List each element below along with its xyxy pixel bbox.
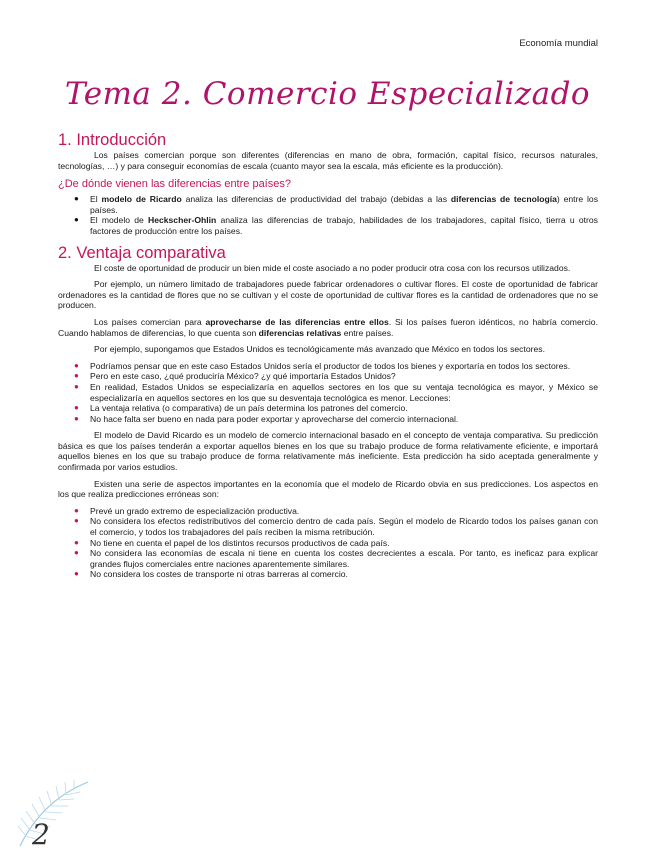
bullet-icon: ● xyxy=(74,505,79,515)
running-header: Economía mundial xyxy=(519,38,598,49)
page-number: 2 xyxy=(32,818,50,851)
bullet-icon: ● xyxy=(74,537,79,547)
section-heading-introduccion: 1. Introducción xyxy=(58,131,167,149)
feather-icon xyxy=(14,778,94,848)
bullet-list xyxy=(58,506,598,580)
bullet-icon: ● xyxy=(74,516,79,526)
paragraph: Por ejemplo, supongamos que Estados Unidos es tecnológicamente más avanzado que México en todos los sectores. xyxy=(94,344,545,355)
bullet-list xyxy=(58,361,598,425)
bullet-icon: ● xyxy=(74,569,79,579)
bullet-icon: ● xyxy=(74,215,79,225)
document-body xyxy=(58,130,598,586)
list-item: ● No hace falta ser bueno en nada para poder exportar y aprovecharse del comercio internacional. xyxy=(74,413,459,424)
paragraph: Los países comercian para aprovecharse de las diferencias entre ellos. Si los países fueron idénticos, no habría comercio. Cuando hablamos de diferencias, lo que cuenta son diferencias relativas entre países. xyxy=(58,316,598,338)
paragraph: Existen una serie de aspectos importantes en la economía que el modelo de Ricardo obvia en sus predicciones. Los aspectos en los que realiza predicciones erróneas son: xyxy=(58,478,598,500)
paragraph: El modelo de David Ricardo es un modelo de comercio internacional basado en el concepto de ventaja comparativa. Su predicción básica es que los países tenderán a exportar aquellos bienes en los que su trabajo produce de forma relativamente eficiente, e importará aquellos bienes en los que su trabajo produce de forma relativamente más ineficiente. Esta predicción ha sido aceptada generalmente y confirmada por varios estudios. xyxy=(58,430,598,473)
list-item: ● El modelo de Ricardo analiza las diferencias de productividad del trabajo (debidas a las diferencias de tecnología) entre los países. xyxy=(74,194,598,215)
list-item: ● No considera los costes de transporte ni otras barreras al comercio. xyxy=(74,569,348,580)
list-item: ● No considera los efectos redistributivos del comercio dentro de cada país. Según el modelo de Ricardo todos los países ganan con el comercio, y todos los trabajadores del país reciben la misma retribución. xyxy=(74,516,598,538)
list-item: ● No considera las economías de escala ni tiene en cuenta los costes decrecientes a escala. Por tanto, es ineficaz para explicar grandes flujos comerciales entre naciones aparentemente similares. xyxy=(74,548,598,569)
paragraph: El coste de oportunidad de producir un bien mide el coste asociado a no poder producir otra cosa con los recursos utilizados. xyxy=(94,262,571,273)
list-item: ● Podríamos pensar que en este caso Estados Unidos sería el productor de todos los bienes y exportaría en todos los sectores. xyxy=(74,360,571,371)
list-item: ● El modelo de Heckscher-Ohlin analiza las diferencias de trabajo, habilidades de los trabajadores, capital físico, tierra u otros factores de producción entre los países. xyxy=(74,215,598,236)
list-item: ● En realidad, Estados Unidos se especializaría en aquellos sectores en los que su ventaja tecnológica es mayor, y México se especializaría en aquellos sectores en los que su desventaja tecnológica es menor. Lecciones: xyxy=(74,381,598,403)
section-heading-ventaja-comparativa: 2. Ventaja comparativa xyxy=(58,243,226,262)
paragraph: Por ejemplo, un número limitado de trabajadores puede fabricar ordenadores o cultivar flores. El coste de oportunidad de fabricar ordenadores es la cantidad de flores que no se cultivan y el coste de oportunidad de cultivar flores es la cantidad de ordenadores que no se producen. xyxy=(58,279,598,311)
bullet-icon: ● xyxy=(74,381,79,391)
bullet-list xyxy=(58,194,598,236)
list-item: ● Pero en este caso, ¿qué produciría México? ¿y qué importaría Estados Unidos? xyxy=(74,371,396,382)
bullet-icon: ● xyxy=(74,194,79,204)
bullet-icon: ● xyxy=(74,360,79,370)
list-item: ● No tiene en cuenta el papel de los distintos recursos productivos de cada país. xyxy=(74,537,390,548)
page-title: Tema 2. Comercio Especializado xyxy=(64,76,591,112)
bullet-icon: ● xyxy=(74,371,79,381)
subsection-heading: ¿De dónde vienen las diferencias entre países? xyxy=(58,178,291,191)
list-item: ● Prevé un grado extremo de especialización productiva. xyxy=(74,505,300,516)
bullet-icon: ● xyxy=(74,413,79,423)
list-item: ● La ventaja relativa (o comparativa) de un país determina los patrones del comercio. xyxy=(74,403,408,414)
bullet-icon: ● xyxy=(74,548,79,558)
bullet-icon: ● xyxy=(74,403,79,413)
paragraph: Los países comercian porque son diferentes (diferencias en mano de obra, formación, capital físico, recursos naturales, tecnologías, …) y para conseguir economías de escala (cuanto mayor sea la escala, más eficiente es la producción). xyxy=(58,150,598,171)
